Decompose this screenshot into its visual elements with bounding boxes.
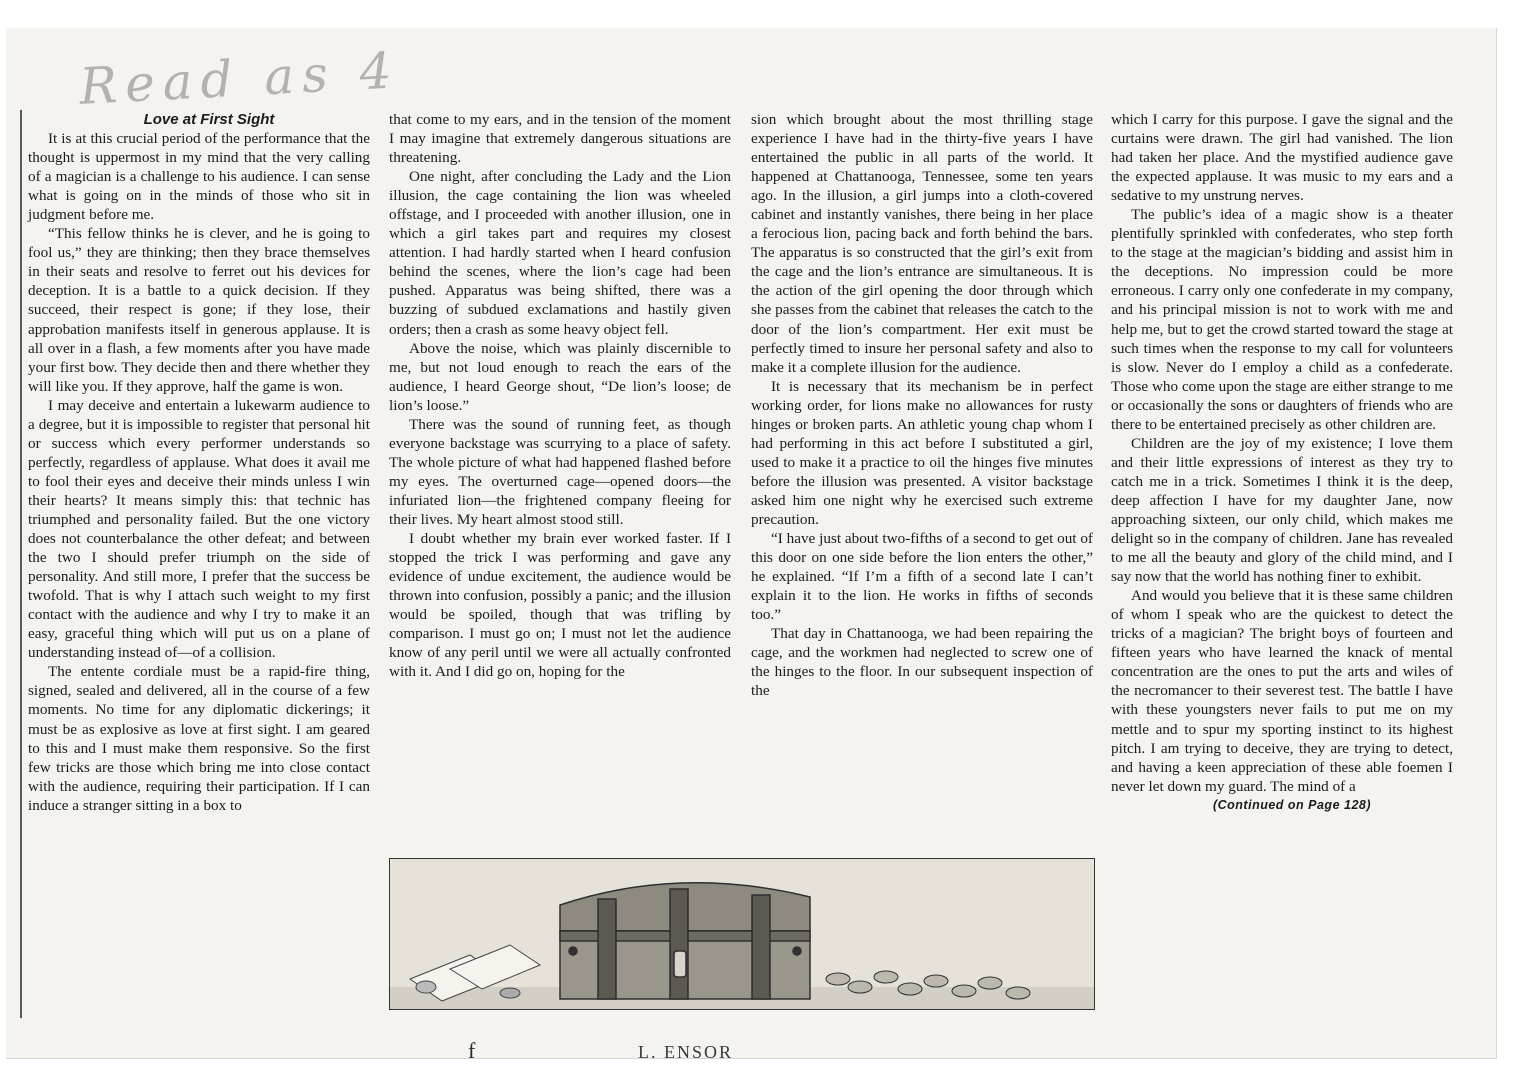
treasure-chest-illustration — [389, 858, 1095, 1010]
paragraph: One night, after concluding the Lady and the Lion illusion, the cage containing the lion was wheeled offstage, and I proceeded with another illusion, one in which a girl takes part and requires my closest attention. I had hardly started when I heard confusion behind the scenes, where the lion’s cage had been pushed. Apparatus was being shifted, there was a buzzing of subdued exclamations and hastily given orders; then a crash as some heavy object fell. — [389, 168, 731, 338]
paragraph: Above the noise, which was plainly discernible to me, but not loud enough to reach the ears of the audience, I heard George shout, “De lion’s loose; de lion’s loose.” — [389, 339, 731, 414]
paragraph: There was the sound of running feet, as though everyone backstage was scurrying to a place of safety. The whole picture of what had happened flashed before my eyes. The overturned cage—opened doors—the infuriated lion—the frightened company fleeing for their lives. My heart almost stood still. — [389, 415, 731, 528]
paragraph: “I have just about two-fifths of a second to get out of this door on one side before the lion enters the other,” he explained. “If I’m a fifth of a second late I can’t explain it to the lion. He works in fifths of seconds too.” — [751, 530, 1093, 624]
margin-mark: f — [468, 1038, 476, 1063]
signature-stamp: L. ENSOR — [638, 1042, 734, 1062]
paragraph-continuation: sion which brought about the most thrilling stage experience I have had in the thirty-five years I have entertained the public in all parts of the world. It happened at Chattanooga, Tennessee, some ten years ago. In the illusion, a girl jumps into a cloth-covered cabinet and instantly vanishes, there being in her place a ferocious lion, pacing back and forth behind the bars. The apparatus is so constructed that the girl’s exit from the cage and the lion’s entrance are simultaneous. It is the action of the girl opening the door through which she passes from the cabinet that releases the catch to the door of the lion’s compartment. Her exit must be perfectly timed to insure her personal safety and also to make it a complete illusion for the audience. — [751, 111, 1093, 376]
continued-note: (Continued on Page 128) — [1212, 797, 1372, 812]
article-heading: Love at First Sight — [143, 111, 275, 128]
paragraph: Children are the joy of my existence; I love them and their little expressions of interest as they try to catch me in a trick. Sometimes I think it is the deep, deep affection I have for my daughter Jane, now approaching sixteen, our only child, which makes me delight so in the company of children. Jane has revealed to me all the beauty and glory of the child mind, and I say now that the world has nothing finer to exhibit. — [1111, 434, 1453, 586]
magazine-page — [6, 28, 1497, 1063]
chest-icon — [560, 883, 810, 999]
article-column-4 — [1111, 110, 1453, 815]
paragraph: I doubt whether my brain ever worked faster. If I stopped the trick I was performing and gave any evidence of undue excitement, the audience would be thrown into confusion, possibly a panic; and the illusion would be spoiled, though that was trifling by comparison. I must go on; I must not let the audience know of any peril until we were all actually confronted with it. And I did go on, hoping for the — [389, 530, 731, 681]
page-edge-line — [20, 110, 22, 1018]
paragraph: That day in Chattanooga, we had been repairing the cage, and the workmen had neglected to screw one of the hinges to the floor. In our subsequent inspection of the — [751, 625, 1093, 700]
article-column-2 — [389, 110, 731, 681]
paragraph: And would you believe that it is these same children of whom I speak who are the quickest to detect the tricks of a magician? The bright boys of fourteen and fifteen years who have learned the knack of mental concentration are the ones to put the arts and wiles of the necromancer to their severest test. The battle I have with these youngsters never fails to put me on my mettle and to spur my sporting instinct to its highest pitch. I am trying to deceive, they are trying to detect, and having a keen appreciation of these able foemen I never let down my guard. The mind of a — [1111, 587, 1453, 795]
paragraph: It is at this crucial period of the performance that the thought is uppermost in my mind that the very calling of a magician is a challenge to his audience. I can sense what is going on in the minds of those who sit in judgment before me. — [28, 130, 370, 224]
paragraph: It is necessary that its mechanism be in perfect working order, for lions make no allowances for rusty hinges or broken parts. An athletic young chap whom I had performing in this act before I substituted a girl, used to make it a practice to oil the hinges five minutes before the illusion was presented. A visitor backstage asked him one night why he exercised such extreme precaution. — [751, 377, 1093, 528]
paragraph: The entente cordiale must be a rapid-fire thing, signed, sealed and delivered, all in the course of a few moments. No time for any diplomatic dickerings; it must be as explosive as love at first sight. I am geared to this and I must make them responsive. So the first few tricks are those which bring me into close contact with the audience, requiring their participation. If I can induce a stranger sitting in a box to — [28, 663, 370, 814]
paragraph: The public’s idea of a magic show is a theater plentifully sprinkled with confederates, who step forth to the stage at the magician’s bidding and assist him in the deceptions. No impression could be more erroneous. I carry only one confederate in my company, and his principal mission is not to work with me and help me, but to get the crowd started toward the stage at such times when the response to my call for volunteers is slow. Never do I employ a child as a confederate. Those who come upon the stage are either strange to me or occasionally the sons or daughters of friends who are there to be entertained precisely as other children are. — [1111, 206, 1453, 433]
paragraph-continuation: which I carry for this purpose. I gave the signal and the curtains were drawn. The girl had vanished. The lion had taken her place. And the mystified audience gave the expected applause. It was music to my ears and a sedative to my unstrung nerves. — [1111, 111, 1453, 205]
paragraph: I may deceive and entertain a lukewarm audience to a degree, but it is impossible to register that personal hit or success which every performer understands so perfectly, regardless of applause. What does it avail me to fool their eyes and deceive their minds unless I win their hearts? It means simply this: that technic has triumphed and personality failed. But the one victory does not counterbalance the other defeat; and between the two I should prefer triumph on the side of personality. And still more, I prefer that the success be twofold. That is why I attach such weight to my first contact with the audience and why I try to make it an easy, graceful thing which will put us on a plane of understanding instead of—of a collision. — [28, 396, 370, 662]
handwritten-note: Read as 4 — [78, 41, 401, 116]
paragraph-continuation: that come to my ears, and in the tension of the moment I may imagine that extremely dangerous situations are threatening. — [389, 111, 731, 167]
article-column-3 — [751, 110, 1093, 700]
article-column-1 — [28, 110, 370, 815]
paragraph: “This fellow thinks he is clever, and he is going to fool us,” they are thinking; then they brace themselves in their seats and resolve to ferret out his devices for deception. It is a battle to a quick decision. If they succeed, their respect is gone; if they lose, their approbation manifests itself in generous applause. It is all over in a flash, a few moments after you have made your first bow. They decide then and there whether they will like you. If they approve, half the game is won. — [28, 225, 370, 395]
